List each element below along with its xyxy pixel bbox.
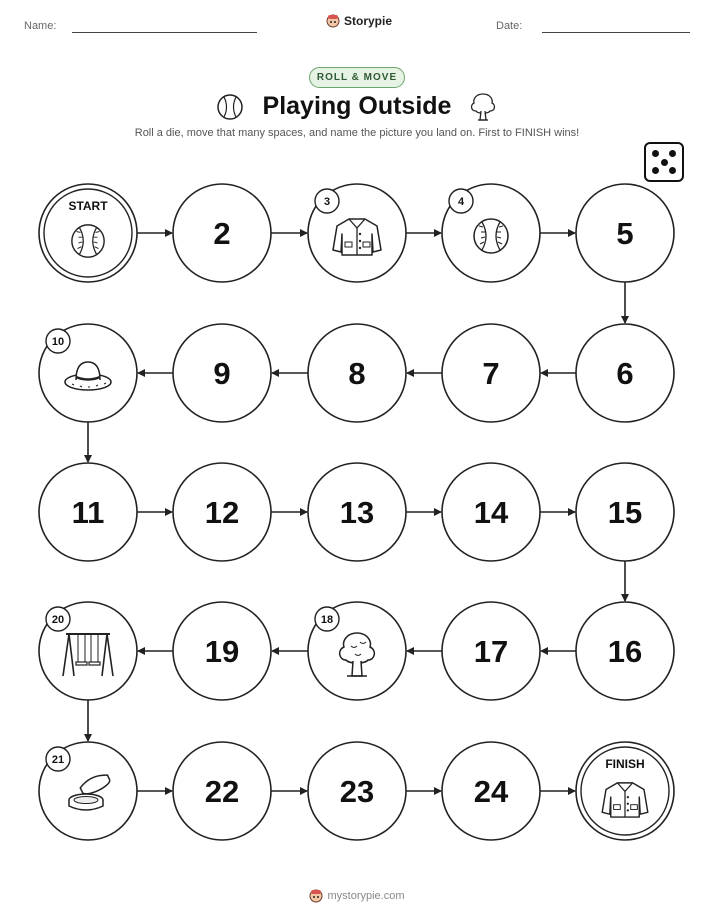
space-number: 24: [473, 774, 509, 809]
space-number: 10: [51, 336, 65, 348]
space-number: 22: [204, 774, 240, 809]
space-number: 12: [204, 495, 240, 530]
baseball-icon: [474, 219, 508, 253]
baseball-icon: [72, 225, 104, 257]
space-number: 19: [204, 634, 240, 669]
storypie-mascot-icon: [309, 888, 323, 904]
board-space-17[interactable]: [442, 602, 540, 700]
jacket-icon: [602, 783, 648, 817]
jacket-icon: [333, 219, 381, 255]
board-space-11[interactable]: [39, 463, 137, 561]
board-space-7[interactable]: [442, 324, 540, 422]
board-space-12[interactable]: [173, 463, 271, 561]
space-number: 3: [323, 196, 331, 208]
page-title: Playing Outside: [262, 92, 452, 120]
board-space-13[interactable]: [308, 463, 406, 561]
space-number: 18: [320, 614, 334, 626]
space-number: 6: [616, 356, 634, 391]
board-space-24[interactable]: [442, 742, 540, 840]
instructions: Roll a die, move that many spaces, and name the picture you land on. First to FINISH wins!: [134, 127, 580, 139]
board-space-19[interactable]: [173, 602, 271, 700]
board-space-5[interactable]: [576, 184, 674, 282]
space-number: 8: [348, 356, 366, 391]
board-space-20[interactable]: [39, 602, 137, 700]
board-space-21[interactable]: [39, 742, 137, 840]
space-number: 7: [482, 356, 500, 391]
space-number: 4: [457, 196, 465, 208]
space-number: 11: [71, 495, 105, 530]
board-space-18[interactable]: [308, 602, 406, 700]
space-number: 21: [51, 754, 65, 766]
category-badge: ROLL & MOVE: [309, 67, 405, 88]
board-space-2[interactable]: [173, 184, 271, 282]
board-space-16[interactable]: [576, 602, 674, 700]
space-number: 13: [339, 495, 375, 530]
board-space-14[interactable]: [442, 463, 540, 561]
brand-name: Storypie: [344, 14, 393, 28]
name-label: Name:: [24, 20, 57, 32]
board-space-3[interactable]: [308, 184, 406, 282]
board-space-23[interactable]: [308, 742, 406, 840]
board-space-15[interactable]: [576, 463, 674, 561]
space-number: 5: [616, 216, 634, 251]
space-number: 2: [213, 216, 231, 251]
board-space-10[interactable]: [39, 324, 137, 422]
space-number: 14: [473, 495, 509, 530]
space-label: FINISH: [605, 757, 645, 771]
footer: [0, 888, 714, 904]
board-space-22[interactable]: [173, 742, 271, 840]
space-number: 17: [473, 634, 509, 669]
date-label: Date:: [496, 20, 523, 32]
space-number: 16: [607, 634, 643, 669]
board-space-6[interactable]: [576, 324, 674, 422]
space-number: 23: [339, 774, 375, 809]
board-space-25[interactable]: [576, 742, 674, 840]
board-space-1[interactable]: [39, 184, 137, 282]
board-space-8[interactable]: [308, 324, 406, 422]
space-number: 9: [213, 356, 231, 391]
footer-url: mystorypie.com: [327, 890, 405, 902]
board-space-4[interactable]: [442, 184, 540, 282]
space-number: 15: [607, 495, 643, 530]
board-space-9[interactable]: [173, 324, 271, 422]
space-number: 20: [51, 614, 65, 626]
space-label: START: [68, 199, 108, 213]
